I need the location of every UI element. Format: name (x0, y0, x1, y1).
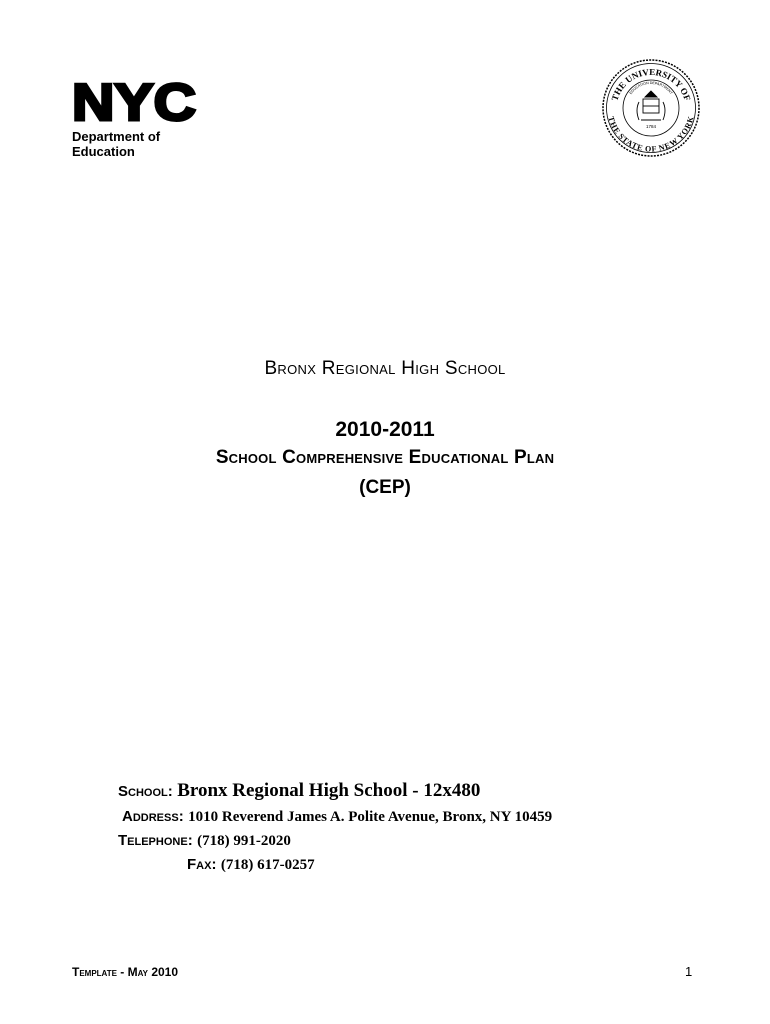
department-line-1: Department of (72, 129, 161, 144)
svg-text:THE STATE OF NEW YORK (606, 115, 695, 154)
seal-inner-text: EDUCATION DEPARTMENT (628, 80, 674, 96)
seal-top-text: THE UNIVERSITY OF (609, 66, 693, 102)
school-label: School (118, 783, 168, 800)
fax-row: Fax: (718) 617-0257 (187, 856, 315, 873)
fax-value: (718) 617-0257 (220, 857, 315, 873)
nys-education-seal (601, 58, 701, 158)
seal-bottom-text: THE STATE OF NEW YORK (606, 115, 696, 154)
address-value: 1010 Reverend James A. Polite Avenue, Bronx, NY 10459 (188, 809, 553, 825)
department-name (72, 129, 160, 159)
seal-emblem-icon (637, 91, 665, 120)
telephone-value: (718) 991-2020 (197, 833, 291, 849)
telephone-label: Telephone (118, 832, 188, 849)
fax-label: Fax (187, 856, 212, 873)
department-line-2: Education (72, 144, 135, 159)
school-row: School: Bronx Regional High School - 12x480 (118, 780, 481, 801)
school-title: Bronx Regional High School (264, 358, 506, 379)
telephone-row: Telephone: (718) 991-2020 (118, 832, 291, 849)
nyc-logo-text: NYC (72, 80, 196, 126)
address-label: Address (122, 808, 179, 825)
school-value: Bronx Regional High School - 12x480 (177, 780, 481, 801)
plan-abbreviation: (CEP) (359, 477, 411, 498)
plan-title: School Comprehensive Educational Plan (215, 447, 555, 468)
nyc-logo (72, 80, 200, 126)
plan-year: 2010-2011 (335, 418, 435, 441)
page-number: 1 (685, 964, 693, 979)
address-row: Address: 1010 Reverend James A. Polite Avenue, Bronx, NY 10459 (122, 808, 553, 825)
template-label: Template - May 2010 (72, 965, 179, 979)
seal-year: 1784 (645, 124, 657, 129)
